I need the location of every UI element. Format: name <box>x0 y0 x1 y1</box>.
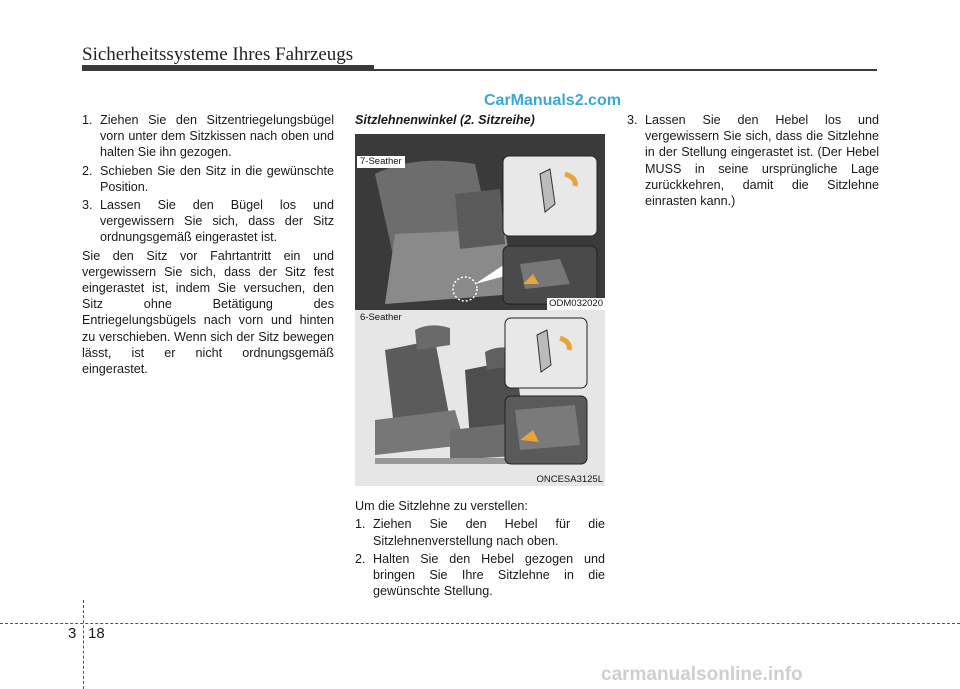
page-header-title: Sicherheitssysteme Ihres Fahrzeugs <box>82 44 354 65</box>
figure-7-seater <box>355 134 605 310</box>
figure-label-7-seater: 7-Seather <box>357 156 405 168</box>
header-rule-thick <box>82 65 374 71</box>
step-item <box>355 551 605 600</box>
step-number: 2. <box>82 163 93 178</box>
page-number: 18 <box>88 625 105 642</box>
chapter-number: 3 <box>68 625 77 642</box>
step-item <box>627 112 879 209</box>
step-item <box>82 163 334 195</box>
watermark-bottom[interactable]: carmanualsonline.info <box>601 664 803 685</box>
figure-label-6-seater: 6-Seather <box>360 312 402 324</box>
figure-6-seater <box>355 310 605 486</box>
step-item <box>355 516 605 548</box>
step-text: Schieben Sie den Sitz in die gewünschte Position. <box>100 163 334 194</box>
footer-rule <box>0 623 960 624</box>
step-text: Ziehen Sie den Sitzentriegelungsbügel vorn unter dem Sitzkissen nach oben und halten Sie ihn gezogen. <box>100 113 334 160</box>
note-paragraph: Sie den Sitz vor Fahrtantritt ein und vergewissern Sie sich, dass der Sitz fest eingerastet ist, indem Sie versuchen, den Sitz ohne Betätigung des Entriegelungsbügels nach vorn und hinten zu verschieben. Wenn sich der Sitz bewegen lässt, ist er nicht ordnungsgemäß eingerastet. <box>82 248 334 377</box>
step-text: Halten Sie den Hebel gezogen und bringen Sie Ihre Sitzlehne in die gewünschte Stellung. <box>373 551 605 599</box>
step-text: Ziehen Sie den Hebel für die Sitzlehnenverstellung nach oben. <box>373 517 605 548</box>
step-number: 1. <box>355 517 366 532</box>
step-number: 1. <box>82 113 93 127</box>
step-text: Lassen Sie den Hebel los und vergewissern Sie sich, dass die Sitzlehne in der Stellung eingerastet ist. (Der Hebel MUSS in seine ursprüngliche Lage zurückkehren, damit die Sitzlehne einrasten kann.) <box>645 113 879 209</box>
footer-divider <box>83 600 84 689</box>
column-2 <box>355 112 605 601</box>
step-number: 3. <box>82 198 93 213</box>
step-number: 2. <box>355 551 366 566</box>
step-item <box>82 112 334 161</box>
header-rule-thin <box>374 69 877 71</box>
seat-illustration-6-seater <box>355 310 605 486</box>
seat-recline-figure <box>355 134 605 486</box>
intro-text: Um die Sitzlehne zu verstellen: <box>355 499 528 514</box>
figure-code-bottom: ONCESA3125L <box>536 474 603 486</box>
column-1 <box>82 112 334 379</box>
watermark-top[interactable]: CarManuals2.com <box>484 92 621 109</box>
step-item <box>82 197 334 246</box>
step-number: 3. <box>627 113 638 127</box>
step-text: Lassen Sie den Bügel los und vergewissern Sie sich, dass der Sitz ordnungsgemäß eingerastet ist. <box>100 198 334 245</box>
figure-code-top: ODM032020 <box>549 298 603 310</box>
section-title: Sitzlehnenwinkel (2. Sitzreihe) <box>355 113 535 127</box>
column-3 <box>627 112 879 211</box>
